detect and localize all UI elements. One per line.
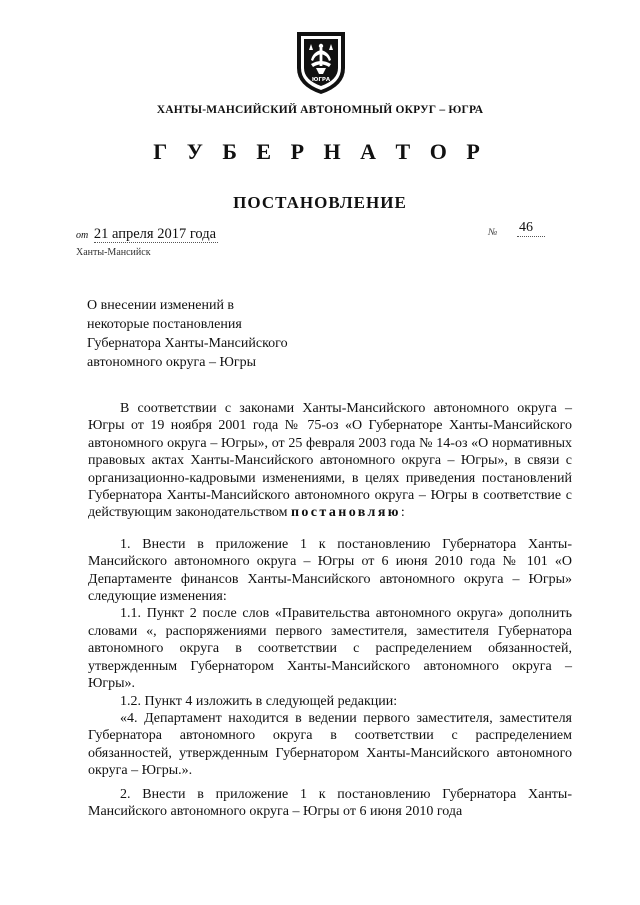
document-subject bbox=[87, 296, 288, 372]
date-prefix: от bbox=[76, 230, 89, 241]
subject-line: некоторые постановления bbox=[87, 317, 242, 332]
item-1-paragraph: 1. Внести в приложение 1 к постановлению Губернатора Ханты-Мансийского автономного округа – Югры от 6 июня 2010 года № 101 «О Департаменте финансов Ханты-Мансийского автономного округа – Югры» следующие изменения: bbox=[88, 536, 572, 605]
decree-colon: : bbox=[400, 505, 405, 521]
decree-word: постановляю bbox=[290, 505, 401, 521]
document-body bbox=[88, 400, 572, 820]
document-number: 46 bbox=[517, 220, 545, 237]
emblem-label: ЮГРА bbox=[311, 77, 331, 83]
document-number-line bbox=[488, 220, 568, 241]
region-heading: ХАНТЫ-МАНСИЙСКИЙ АВТОНОМНЫЙ ОКРУГ – ЮГРА bbox=[156, 104, 484, 116]
preamble-paragraph bbox=[88, 400, 572, 522]
governor-title: Г У Б Е Р Н А Т О Р bbox=[153, 139, 487, 164]
subject-line: автономного округа – Югры bbox=[87, 355, 256, 370]
subject-line: О внесении изменений в bbox=[87, 298, 235, 313]
item-1-1-paragraph: 1.1. Пункт 2 после слов «Правительства автономного округа» дополнить словами «, распоряжениями первого заместителя, заместителя Губернатора автономного округа в соответствии с распределением обязанностей, утвержденным Губернатором Ханты-Мансийского автономного округа – Югры». bbox=[88, 606, 572, 692]
item-1-2-paragraph: 1.2. Пункт 4 изложить в следующей редакции: bbox=[120, 693, 398, 709]
item-1-2-quote-paragraph: «4. Департамент находится в ведении первого заместителя, заместителя Губернатора автономного округа в соответствии с распределением обязанностей, утвержденным Губернатором Ханты-Мансийского автономного округа – Югры.». bbox=[88, 710, 572, 779]
number-sign: № bbox=[488, 227, 498, 238]
document-city: Ханты-Мансийск bbox=[76, 247, 151, 258]
document-date-line bbox=[76, 226, 218, 243]
subject-line: Губернатора Ханты-Мансийского bbox=[87, 336, 288, 351]
document-date: 21 апреля 2017 года bbox=[93, 226, 217, 242]
document-type: ПОСТАНОВЛЕНИЕ bbox=[233, 193, 407, 212]
preamble-text: В соответствии с законами Ханты-Мансийского автономного округа – Югры от 19 ноября 2001 года № 75-оз «О Губернаторе Ханты-Мансийского автономного округа – Югры», от 25 февраля 2003 года № 14-оз «О нормативных правовых актах Ханты-Мансийского автономного округа – Югры», в связи с организационно-кадровыми изменениями, в целях приведения постановлений Губернатора Ханты-Мансийского автономного округа – Югры в соответствие с действующим законодательством bbox=[88, 401, 572, 521]
item-2-paragraph: 2. Внести в приложение 1 к постановлению Губернатора Ханты-Мансийского автономного округа – Югры от 6 июня 2010 года bbox=[88, 786, 572, 819]
coat-of-arms-emblem bbox=[289, 28, 353, 96]
